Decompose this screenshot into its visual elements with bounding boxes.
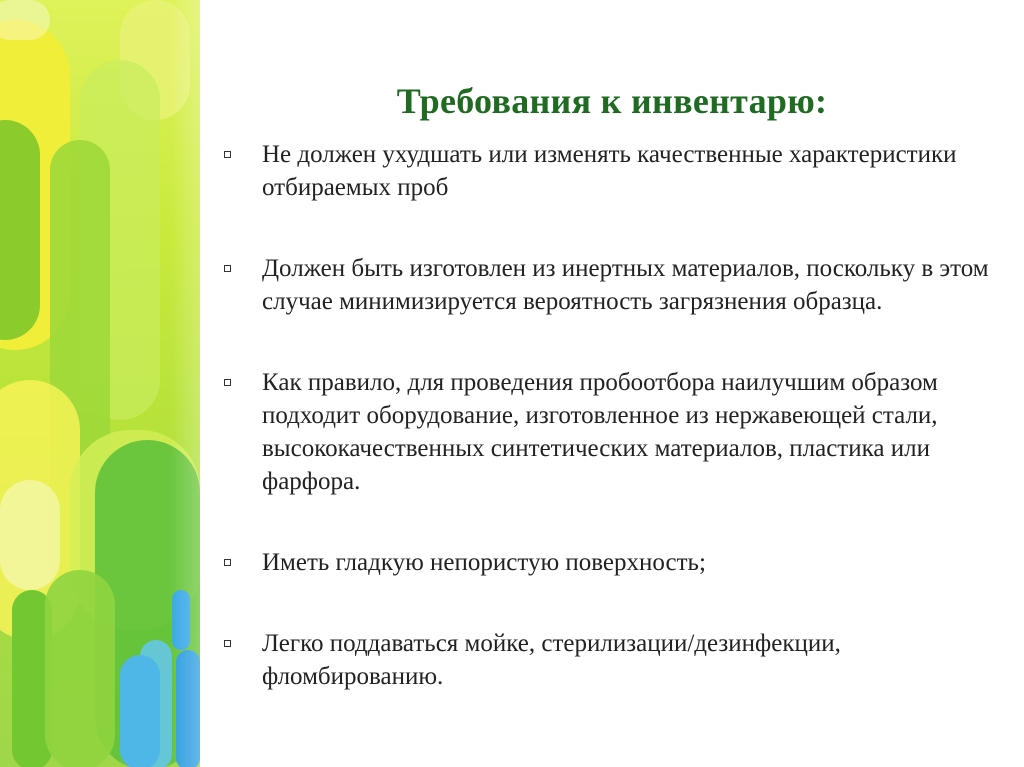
hollow-square-bullet-icon: [224, 559, 231, 566]
deco-fade: [170, 0, 200, 767]
deco-shape: [0, 480, 60, 590]
requirements-list: [222, 138, 992, 693]
list-item: [222, 252, 992, 318]
list-item-text: Должен быть изготовлен из инертных материалов, поскольку в этом случае минимизируется вероятность загрязнения образца.: [262, 255, 989, 315]
list-item: [222, 546, 992, 579]
hollow-square-bullet-icon: [224, 265, 231, 272]
list-item-text: Как правило, для проведения пробоотбора наилучшим образом подходит оборудование, изготовленное из нержавеющей стали, высококачественных синтетических материалов, пластика или фарфора.: [262, 369, 938, 495]
deco-shape: [0, 0, 50, 40]
hollow-square-bullet-icon: [224, 379, 231, 386]
list-item-text: Легко поддаваться мойке, стерилизации/дезинфекции, фломбированию.: [262, 630, 841, 690]
hollow-square-bullet-icon: [224, 640, 231, 647]
decorative-side-band: [0, 0, 200, 767]
deco-shape: [120, 655, 160, 767]
list-item-text: Иметь гладкую непористую поверхность;: [262, 549, 706, 576]
deco-shape: [45, 570, 115, 767]
hollow-square-bullet-icon: [224, 151, 231, 158]
deco-shape: [0, 120, 40, 340]
list-item: [222, 627, 992, 693]
list-item: [222, 138, 992, 204]
slide-title: Требования к инвентарю:: [396, 81, 828, 121]
list-item: [222, 366, 992, 498]
list-item-text: Не должен ухудшать или изменять качественные характеристики отбираемых проб: [262, 141, 957, 201]
